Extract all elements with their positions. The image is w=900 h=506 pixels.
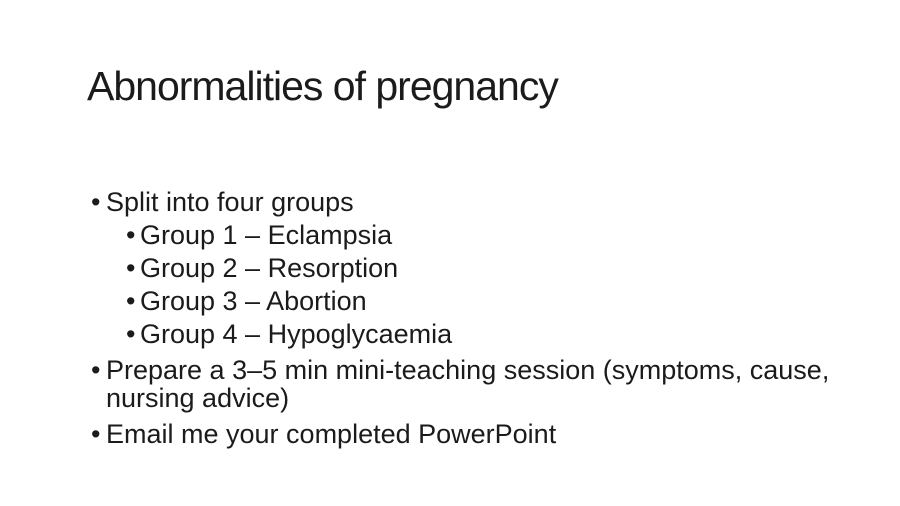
bullet-icon: •	[126, 319, 136, 349]
list-item	[126, 254, 846, 282]
bullet-icon: •	[126, 253, 136, 283]
list-item-text: Email me your completed PowerPoint	[106, 419, 557, 449]
list-item-text: Group 3 – Abortion	[140, 286, 367, 316]
list-item-text: Prepare a 3–5 min mini-teaching session (symptoms, cause, nursing advice)	[106, 355, 830, 413]
list-item-text: Group 4 – Hypoglycaemia	[140, 319, 453, 349]
slide-title: Abnormalities of pregnancy	[87, 63, 558, 109]
list-item	[91, 356, 846, 412]
list-item-text: Group 2 – Resorption	[140, 253, 399, 283]
bullet-icon: •	[91, 355, 101, 385]
list-item-text: Split into four groups	[106, 187, 354, 217]
list-item	[91, 420, 846, 448]
list-item-text: Group 1 – Eclampsia	[140, 220, 393, 250]
bullet-icon: •	[91, 187, 101, 217]
list-item	[126, 221, 846, 249]
bullet-icon: •	[126, 286, 136, 316]
bullet-list	[91, 188, 846, 448]
bullet-icon: •	[91, 419, 101, 449]
list-item	[91, 188, 846, 216]
bullet-icon: •	[126, 220, 136, 250]
list-item	[126, 320, 846, 348]
list-item	[126, 287, 846, 315]
